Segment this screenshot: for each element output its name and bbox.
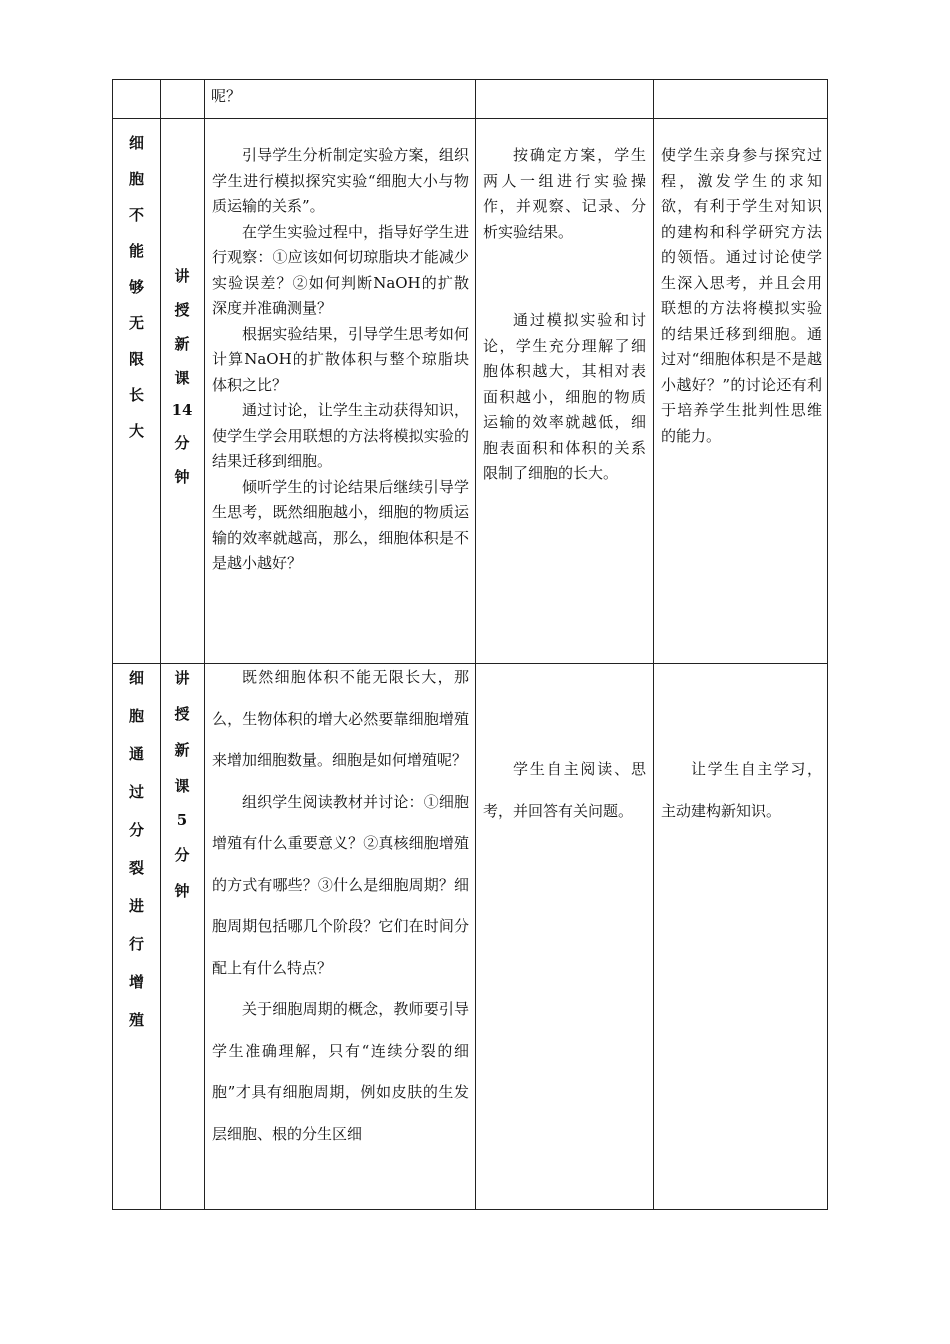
student-activity-cell	[483, 143, 646, 487]
lesson-plan-table	[112, 79, 828, 1210]
column-divider	[475, 80, 476, 1209]
student-paragraph: 通过模拟实验和讨论，学生充分理解了细胞体积越大，其相对表面积越小，细胞的物质运输的效率就越低，细胞表面积和体积的关系限制了细胞的长大。	[483, 311, 646, 482]
topic-cell-size-limit: 细 胞 不 能 够 无 限 长 大	[128, 134, 144, 440]
design-intent-cell	[661, 749, 822, 832]
activity-paragraph: 引导学生分析制定实验方案，组织学生进行模拟探究实验“细胞大小与物质运输的关系”。	[212, 146, 469, 215]
intent-paragraph: 让学生自主学习，主动建构新知识。	[661, 760, 822, 820]
method-cell-lecture-14min: 讲 授 新 课 14 分 钟	[171, 267, 193, 486]
activity-text: 呢？	[211, 87, 242, 105]
activity-paragraph: 在学生实验过程中，指导好学生进行观察：①应该如何切琼脂块才能减少实验误差？②如何判断NaOH的扩散深度并准确测量？	[212, 222, 469, 317]
activity-paragraph: 既然细胞体积不能无限长大，那么，生物体积的增大必然要靠细胞增殖来增加细胞数量。细胞是如何增殖呢？	[212, 668, 469, 769]
topic-cell-cell-division: 细 胞 通 过 分 裂 进 行 增 殖	[128, 669, 144, 1029]
design-intent-cell	[661, 143, 822, 449]
activity-paragraph: 根据实验结果，引导学生思考如何计算NaOH的扩散体积与整个琼脂块体积之比？	[212, 324, 469, 394]
teacher-activity-cell	[212, 143, 469, 577]
column-divider	[160, 80, 161, 1209]
activity-paragraph: 组织学生阅读教材并讨论：①细胞增殖有什么重要意义？②真核细胞增殖的方式有哪些？③什么是细胞周期？细胞周期包括哪几个阶段？它们在时间分配上有什么特点？	[212, 792, 469, 977]
activity-paragraph: 通过讨论，让学生主动获得知识，使学生学会用联想的方法将模拟实验的结果迁移到细胞。	[212, 401, 469, 470]
activity-paragraph: 关于细胞周期的概念，教师要引导学生准确理解，只有“连续分裂的细胞”才具有细胞周期，例如皮肤的生发层细胞、根的分生区细	[212, 1000, 469, 1143]
student-paragraph: 按确定方案，学生两人一组进行实验操作，并观察、记录、分析实验结果。	[483, 146, 646, 241]
column-divider	[204, 80, 205, 1209]
column-divider	[653, 80, 654, 1209]
student-paragraph: 学生自主阅读、思考，并回答有关问题。	[483, 760, 646, 820]
activity-cell-continued	[211, 85, 471, 106]
row-divider	[113, 118, 827, 119]
student-activity-cell	[483, 749, 646, 832]
intent-paragraph: 使学生亲身参与探究过程，激发学生的求知欲，有利于学生对知识的建构和科学研究方法的领悟。通过讨论使学生深入思考，并且会用联想的方法将模拟实验的结果迁移到细胞。通过对“细胞体积是不是越小越好？”的讨论还有利于培养学生批判性思维的能力。	[661, 146, 822, 445]
teacher-activity-cell	[212, 657, 469, 1209]
activity-paragraph: 倾听学生的讨论结果后继续引导学生思考，既然细胞越小，细胞的物质运输的效率就越高，那么，细胞体积是不是越小越好？	[212, 477, 469, 572]
method-cell-lecture-5min: 讲 授 新 课 5 分 钟	[174, 669, 190, 900]
